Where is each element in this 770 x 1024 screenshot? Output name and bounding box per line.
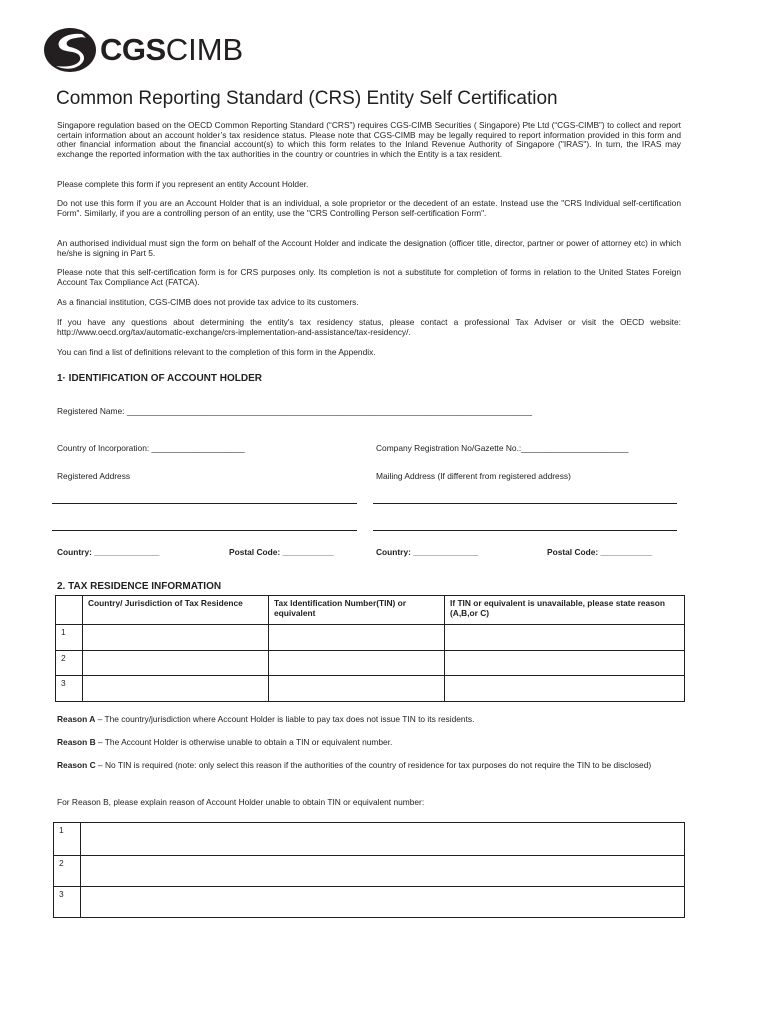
reason-c bbox=[57, 760, 691, 770]
tax-row-number: 2 bbox=[56, 651, 83, 676]
page-title: Common Reporting Standard (CRS) Entity Self Certification bbox=[56, 88, 558, 109]
brand-name-regular: CIMB bbox=[165, 32, 244, 67]
tax-row-number: 1 bbox=[56, 625, 83, 651]
company-registration-field[interactable]: Company Registration No/Gazette No.:_______________________ bbox=[376, 443, 629, 453]
intro-paragraph-8: You can find a list of definitions relevant to the completion of this form in the Appendix. bbox=[57, 347, 376, 357]
table-row bbox=[56, 651, 685, 676]
explain-cell[interactable] bbox=[81, 823, 685, 856]
explain-cell[interactable] bbox=[81, 856, 685, 887]
mailing-address-line-1[interactable] bbox=[373, 503, 677, 504]
reason-c-text: – No TIN is required (note: only select this reason if the authorities of the country of residence for tax purposes do not require the TIN to be disclosed) bbox=[95, 760, 652, 770]
tax-table-header-tin: Tax Identification Number(TIN) or equivalent bbox=[269, 596, 445, 625]
intro-paragraph-2: Please complete this form if you represent an entity Account Holder. bbox=[57, 179, 309, 189]
table-row bbox=[54, 856, 685, 887]
tax-reason-cell[interactable] bbox=[445, 676, 685, 702]
tax-table-header-row bbox=[56, 596, 685, 625]
mailing-country-field[interactable]: Country: ______________ bbox=[376, 547, 479, 557]
tax-tin-cell[interactable] bbox=[269, 625, 445, 651]
registered-address-line-1[interactable] bbox=[52, 503, 357, 504]
cgs-cimb-swirl-logo-icon bbox=[42, 26, 98, 74]
table-row bbox=[56, 625, 685, 651]
reason-a-text: – The country/jurisdiction where Account Holder is liable to pay tax does not issue TIN to its residents. bbox=[95, 714, 475, 724]
mailing-address-line-2[interactable] bbox=[373, 530, 677, 531]
reason-a bbox=[57, 714, 691, 724]
section-1-heading: 1· IDENTIFICATION OF ACCOUNT HOLDER bbox=[57, 373, 262, 384]
intro-paragraph-5: Please note that this self-certification form is for CRS purposes only. Its completion is not a substitute for completion of forms in relation to the United States Foreign Account Tax Compliance Act (FATCA). bbox=[57, 267, 681, 287]
registered-country-field[interactable]: Country: ______________ bbox=[57, 547, 160, 557]
tax-country-cell[interactable] bbox=[83, 651, 269, 676]
tax-tin-cell[interactable] bbox=[269, 651, 445, 676]
tax-reason-cell[interactable] bbox=[445, 651, 685, 676]
reason-b-label: Reason B bbox=[57, 737, 96, 747]
explain-row-number: 2 bbox=[54, 856, 81, 887]
registered-address-line-2[interactable] bbox=[52, 530, 357, 531]
mailing-postal-code-field[interactable]: Postal Code: ___________ bbox=[547, 547, 652, 557]
explain-cell[interactable] bbox=[81, 887, 685, 918]
intro-paragraph-4: An authorised individual must sign the form on behalf of the Account Holder and indicate the designation (officer title, director, partner or power of attorney etc) in which he/she is signing in Part 5. bbox=[57, 238, 681, 258]
intro-paragraph-1: Singapore regulation based on the OECD Common Reporting Standard (“CRS”) requires CGS-CIMB Securities ( Singapore) Pte Ltd (“CGS-CIMB”) to collect and report certain information about an account holder’s tax residence status. Please note that CGS-CIMB may be legally required to report information provided in this form and other financial information about the financial account(s) to which this form relates to the Inland Revenue Authority of Singapore ("IRAS"). In turn, the IRAS may exchange the reported information with the tax authorities in the country or countries in which the Entity is a tax resident. bbox=[57, 120, 681, 159]
table-row bbox=[56, 676, 685, 702]
intro-paragraph-3: Do not use this form if you are an Account Holder that is an individual, a sole proprietor or the decedent of an estate. Instead use the "CRS Individual self-certification Form". Similarly, if you are a controlling person of an entity, use the "CRS Controlling Person self-certification Form". bbox=[57, 198, 681, 218]
table-row bbox=[54, 823, 685, 856]
reason-b-note: For Reason B, please explain reason of Account Holder unable to obtain TIN or equivalent number: bbox=[57, 797, 425, 807]
section-2-heading: 2. TAX RESIDENCE INFORMATION bbox=[57, 581, 222, 592]
country-of-incorporation-field[interactable]: Country of Incorporation: ____________________ bbox=[57, 443, 245, 453]
table-row bbox=[54, 887, 685, 918]
cgs-cimb-logo bbox=[42, 26, 302, 74]
tax-tin-cell[interactable] bbox=[269, 676, 445, 702]
mailing-address-label: Mailing Address (If different from registered address) bbox=[376, 471, 571, 481]
reason-b-text: – The Account Holder is otherwise unable to obtain a TIN or equivalent number. bbox=[95, 737, 393, 747]
tax-country-cell[interactable] bbox=[83, 625, 269, 651]
intro-paragraph-7: If you have any questions about determining the entity's tax residency status, please contact a professional Tax Adviser or visit the OECD website: http://www.oecd.org/tax/automatic-exchange/crs-implementation-and-assistance/tax-residency/. bbox=[57, 317, 681, 337]
tax-residence-table bbox=[55, 595, 685, 702]
registered-address-label: Registered Address bbox=[57, 471, 131, 481]
reason-c-label: Reason C bbox=[57, 760, 96, 770]
tax-table-header-index bbox=[56, 596, 83, 625]
tax-row-number: 3 bbox=[56, 676, 83, 702]
explain-row-number: 1 bbox=[54, 823, 81, 856]
reason-a-label: Reason A bbox=[57, 714, 96, 724]
tax-table-header-country: Country/ Jurisdiction of Tax Residence bbox=[83, 596, 269, 625]
reason-b-explanation-table bbox=[53, 822, 685, 918]
registered-name-field[interactable]: Registered Name: _______________________________________________________________________________________ bbox=[57, 406, 533, 416]
registered-postal-code-field[interactable]: Postal Code: ___________ bbox=[229, 547, 334, 557]
tax-country-cell[interactable] bbox=[83, 676, 269, 702]
intro-paragraph-6: As a financial institution, CGS-CIMB does not provide tax advice to its customers. bbox=[57, 297, 359, 307]
explain-row-number: 3 bbox=[54, 887, 81, 918]
brand-name-bold: CGS bbox=[100, 32, 166, 67]
tax-reason-cell[interactable] bbox=[445, 625, 685, 651]
tax-table-header-reason: If TIN or equivalent is unavailable, please state reason (A,B,or C) bbox=[445, 596, 685, 625]
brand-name bbox=[100, 32, 243, 68]
reason-b bbox=[57, 737, 691, 747]
